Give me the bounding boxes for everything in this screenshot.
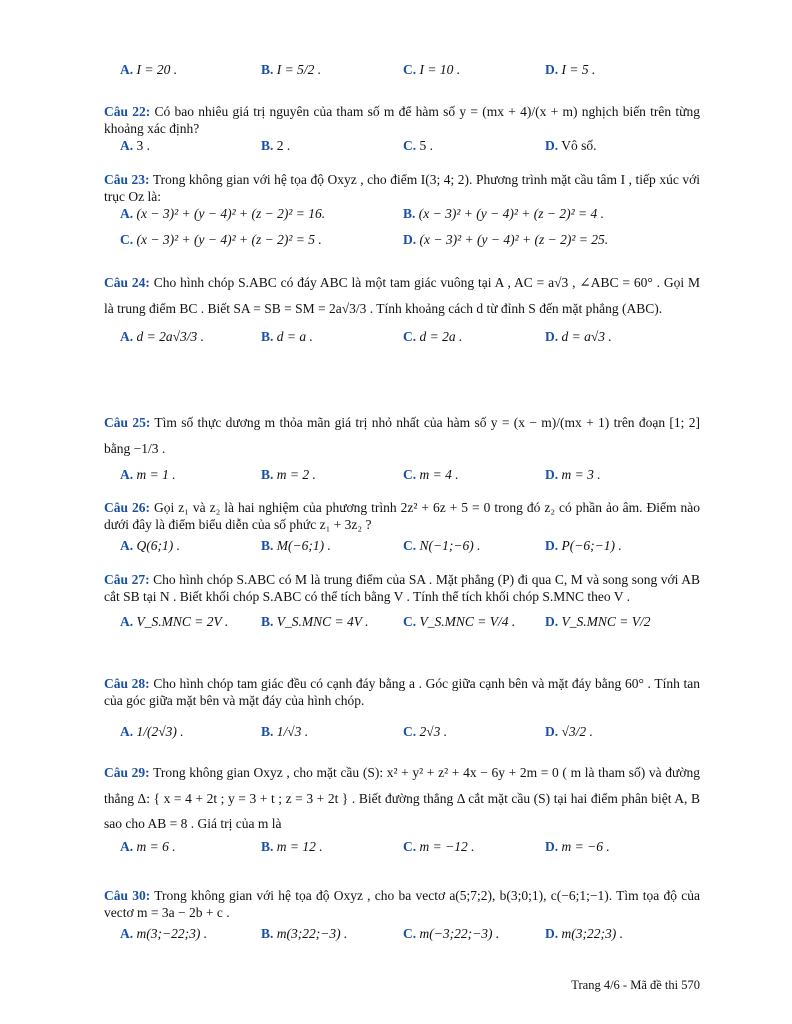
page-footer: Trang 4/6 - Mã đề thi 570: [571, 978, 700, 992]
question-30: Câu 30: Trong không gian với hệ tọa độ Oxyz , cho ba vectơ a(5;7;2), b(3;0;1), c(−6;1;−1). Tìm tọa độ của vectơ m = 3a − 2b + c . A. m(3;−22;3) . B. m(3;22;−3) . C. m(−3;22;−3) . D. m(3;22;3) .: [104, 888, 700, 941]
option-a: V_S.MNC = 2V .: [136, 613, 229, 629]
option-a: 3 .: [136, 137, 150, 153]
option-c: m = 4 .: [419, 467, 459, 483]
option-b: 2 .: [276, 137, 291, 153]
option-a: m = 1 .: [136, 467, 176, 483]
option-d: m(3;22;3) .: [561, 925, 623, 941]
option-c: C. I = 10 .: [403, 62, 461, 77]
option-b: d = a .: [276, 329, 313, 345]
question-27: Câu 27: Cho hình chóp S.ABC có M là trung điểm của SA . Mặt phẳng (P) đi qua C, M và song song với AB cắt SB tại N . Biết khối chóp S.ABC có thể tích bằng V . Tính thể tích khối chóp S.MNC theo V . A. V_S.MNC = 2V . B. V_S.MNC = 4V . C. V_S.MNC = V/4 . D. V_S.MNC = V/2: [104, 572, 700, 629]
option-d: Vô số.: [561, 137, 597, 153]
option-b: m = 2 .: [276, 467, 316, 483]
option-d: D. I = 5 .: [545, 62, 596, 77]
previous-question-options: [104, 62, 700, 82]
option-d: (x − 3)² + (y − 4)² + (z − 2)² = 25.: [419, 231, 609, 247]
option-d: P(−6;−1) .: [561, 537, 622, 553]
question-28: Câu 28: Cho hình chóp tam giác đều có cạnh đáy bằng a . Góc giữa cạnh bên và mặt đáy bằng 60° . Tính tan của góc giữa mặt bên và mặt đáy của hình chóp. A. 1/(2√3) . B. 1/√3 . C. 2√3 . D. √3/2 .: [104, 676, 700, 739]
option-d: d = a√3 .: [561, 329, 612, 345]
question-22: Câu 22: Có bao nhiêu giá trị nguyên của tham số m để hàm số y = (mx + 4)/(x + m) nghịch biến trên từng khoảng xác định? A. 3 . B. 2 . C. 5 . D. Vô số.: [104, 104, 700, 153]
option-b: B. I = 5/2 .: [261, 62, 322, 77]
option-d: V_S.MNC = V/2: [561, 613, 651, 629]
option-b: m(3;22;−3) .: [276, 925, 348, 941]
question-24: Câu 24: Cho hình chóp S.ABC có đáy ABC là một tam giác vuông tại A , AC = a√3 , ∠ABC = 60° . Gọi M là trung điểm BC . Biết SA = SB = SM = 2a√3/3 . Tính khoảng cách d từ đỉnh S đến mặt phẳng (ABC). A. d = 2a√3/3 . B. d = a . C. d = 2a . D. d = a√3 .: [104, 275, 700, 345]
option-b: m = 12 .: [276, 838, 323, 854]
option-c: m(−3;22;−3) .: [419, 925, 500, 941]
option-a: 1/(2√3) .: [136, 723, 184, 739]
option-a: d = 2a√3/3 .: [136, 329, 205, 345]
question-25: Câu 25: Tìm số thực dương m thỏa mãn giá trị nhỏ nhất của hàm số y = (x − m)/(mx + 1) trên đoạn [1; 2] bằng −1/3 . A. m = 1 . B. m = 2 . C. m = 4 . D. m = 3 .: [104, 415, 700, 483]
question-29: Câu 29: Trong không gian Oxyz , cho mặt cầu (S): x² + y² + z² + 4x − 6y + 2m = 0 ( m là tham số) và đường thẳng Δ: { x = 4 + 2t ; y = 3 + t ; z = 3 + 2t } . Biết đường thẳng Δ cắt mặt cầu (S) tại hai điểm phân biệt A, B sao cho AB = 8 . Giá trị của m là A. m = 6 . B. m = 12 . C. m = −12 . D. m = −6 .: [104, 765, 700, 854]
question-26: Câu 26: Gọi z₁ và z₂ là hai nghiệm của phương trình 2z² + 6z + 5 = 0 trong đó z₂ có phần ảo âm. Điểm nào dưới đây là điểm biểu diễn của số phức z₁ + 3z₂ ? A. Q(6;1) . B. M(−6;1) . C. N(−1;−6) . D. P(−6;−1) .: [104, 500, 700, 553]
option-c: N(−1;−6) .: [419, 537, 481, 553]
option-a: A. I = 20 .: [120, 62, 178, 77]
option-a: (x − 3)² + (y − 4)² + (z − 2)² = 16.: [136, 205, 326, 221]
option-c: 5 .: [419, 137, 433, 153]
option-b: V_S.MNC = 4V .: [276, 613, 369, 629]
option-c: 2√3 .: [419, 723, 448, 739]
option-a: m(3;−22;3) .: [136, 925, 208, 941]
option-b: 1/√3 .: [276, 723, 309, 739]
option-a: Q(6;1) .: [136, 537, 180, 553]
option-b: M(−6;1) .: [276, 537, 331, 553]
option-d: m = 3 .: [561, 467, 601, 483]
option-d: √3/2 .: [561, 723, 593, 739]
option-b: (x − 3)² + (y − 4)² + (z − 2)² = 4 .: [418, 205, 605, 221]
option-c: V_S.MNC = V/4 .: [419, 613, 516, 629]
option-d: m = −6 .: [561, 838, 610, 854]
option-c: m = −12 .: [419, 838, 475, 854]
option-c: (x − 3)² + (y − 4)² + (z − 2)² = 5 .: [136, 231, 322, 247]
question-23: Câu 23: Trong không gian với hệ tọa độ Oxyz , cho điểm I(3; 4; 2). Phương trình mặt cầu tâm I , tiếp xúc với trục Oz là: A. (x − 3)² + (y − 4)² + (z − 2)² = 16. B. (x − 3)² + (y − 4)² + (z − 2)² = 4 . C. (x − 3)² + (y − 4)² + (z − 2)² = 5 . D. (x − 3)² + (y − 4)² + (z − 2)² = 25.: [104, 172, 700, 247]
option-a: m = 6 .: [136, 838, 176, 854]
option-c: d = 2a .: [419, 329, 463, 345]
